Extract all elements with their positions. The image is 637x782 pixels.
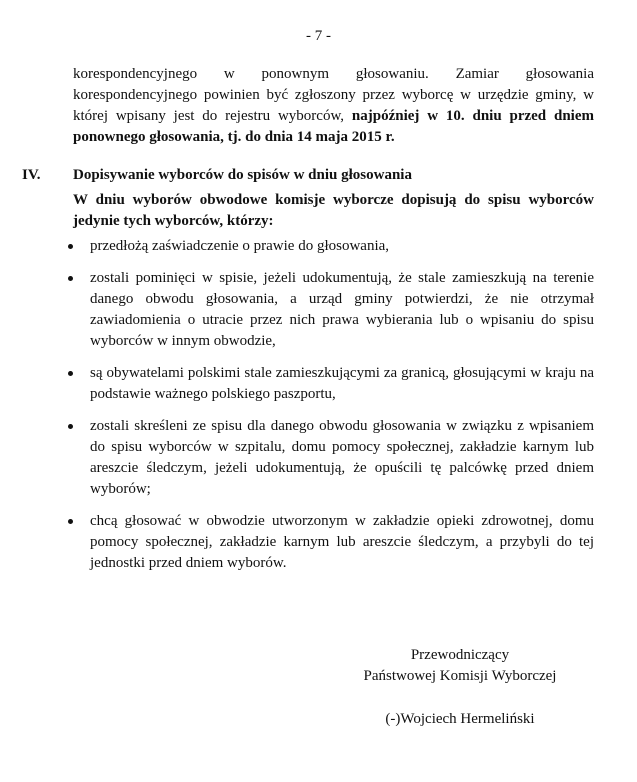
list-item-text: chcą głosować w obwodzie utworzonym w zakładzie opieki zdrowotnej, domu pomocy społecznej, zakładzie karnym lub areszcie śledczym, a przybyli do tej jednostki przed dniem wyborów. <box>90 513 594 571</box>
page-number: - 7 - <box>306 28 331 44</box>
bullet-icon <box>68 519 73 524</box>
bullet-icon <box>68 244 73 249</box>
continuation-text: korespondencyjnego w ponownym głosowaniu. Zamiar głosowania korespondencyjnego powinien być zgłoszony przez wyborcę w urzędzie gminy, w której wpisany jest do rejestru wyborców, <box>73 66 594 124</box>
section-intro: W dniu wyborów obwodowe komisje wyborcze dopisują do spisu wyborców jedynie tych wyborców, którzy: <box>73 192 594 229</box>
voter-criteria-list <box>68 236 594 585</box>
signature-block <box>340 645 580 730</box>
section-title: Dopisywanie wyborców do spisów w dniu głosowania <box>73 167 412 183</box>
deadline-text: najpóźniej w 10. dniu przed dniem ponownego głosowania, tj. do dnia 14 maja 2015 r. <box>73 108 594 145</box>
list-item-text: przedłożą zaświadczenie o prawie do głosowania, <box>90 238 390 254</box>
list-item <box>68 268 594 352</box>
bullet-icon <box>68 276 73 281</box>
list-item-text: zostali skreśleni ze spisu dla danego obwodu głosowania w związku z wpisaniem do spisu wyborców w szpitalu, domu pomocy społecznej, zakładzie karnym lub areszcie śledczym, jeżeli udokumentują, że opuścili tę palcówkę przed dniem wyborów; <box>90 418 594 497</box>
list-item <box>68 511 594 574</box>
list-item <box>68 236 594 257</box>
list-item <box>68 416 594 500</box>
list-item-text: są obywatelami polskimi stale zamieszkującymi za granicą, głosującymi w kraju na podstawie ważnego polskiego paszportu, <box>90 365 594 402</box>
list-item <box>68 363 594 405</box>
signature-name: (-)Wojciech Hermeliński <box>385 711 535 727</box>
signature-role: Przewodniczący <box>410 647 510 663</box>
continuation-paragraph <box>73 64 594 148</box>
section-number: IV. <box>22 167 41 183</box>
bullet-icon <box>68 424 73 429</box>
signature-organization: Państwowej Komisji Wyborczej <box>363 668 557 684</box>
bullet-icon <box>68 371 73 376</box>
list-item-text: zostali pominięci w spisie, jeżeli udokumentują, że stale zamieszkują na terenie danego obwodu głosowania, a urząd gminy potwierdzi, że nie otrzymał zawiadomienia o utracie przez nich prawa wybierania lub o wpisaniu do spisu wyborców w innym obwodzie, <box>90 270 594 349</box>
